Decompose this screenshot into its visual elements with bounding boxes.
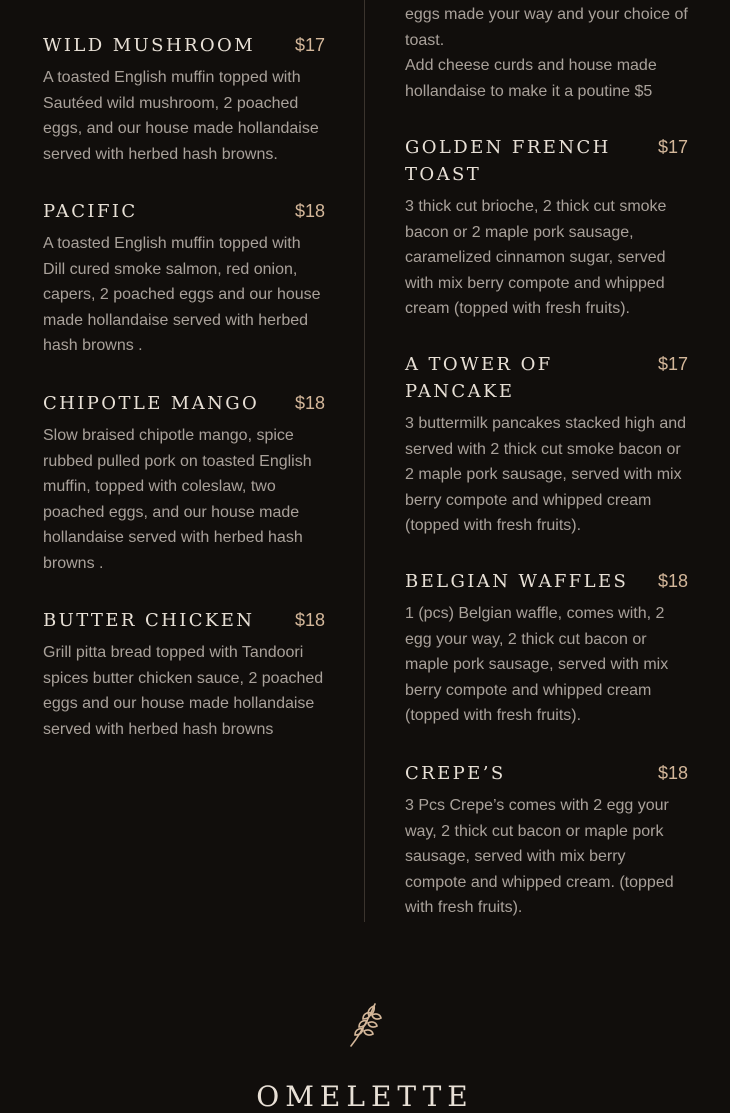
menu-item-wild-mushroom bbox=[43, 32, 325, 167]
menu-item-chipotle-mango bbox=[43, 390, 325, 577]
menu-item-header bbox=[405, 568, 688, 595]
menu-item-price: $18 bbox=[294, 393, 325, 413]
section-title-omelette: OMELETTE bbox=[256, 1080, 474, 1113]
menu-item-name: WILD MUSHROOM bbox=[43, 35, 256, 56]
menu-item-header bbox=[405, 351, 688, 405]
poutine-addon-note: Add cheese curds and house made hollandaise to make it a poutine $5 bbox=[405, 57, 657, 100]
menu-item-price: $18 bbox=[657, 763, 688, 783]
menu-item-description: 3 thick cut brioche, 2 thick cut smoke bacon or 2 maple pork sausage, caramelized cinnamon sugar, served with mix berry compote and whipped cream (topped with fresh fruits). bbox=[405, 198, 667, 318]
menu-item-belgian-waffles bbox=[405, 568, 688, 729]
menu-item-header bbox=[405, 134, 688, 188]
menu-item-description: 3 Pcs Crepe’s comes with 2 egg your way, 2 thick cut bacon or maple pork sausage, served with mix berry compote and whipped cream. (topped with fresh fruits). bbox=[405, 797, 674, 917]
menu-item-header bbox=[43, 32, 325, 59]
menu-item-header bbox=[43, 607, 325, 634]
column-divider bbox=[364, 0, 365, 922]
menu-item-name: CHIPOTLE MANGO bbox=[43, 393, 260, 414]
menu-item-header bbox=[43, 390, 325, 417]
menu-item-description: 1 (pcs) Belgian waffle, comes with, 2 egg your way, 2 thick cut bacon or maple pork sausage, served with mix berry compote and whipped cream (topped with fresh fruits). bbox=[405, 605, 669, 725]
menu-item-tower-of-pancake bbox=[405, 351, 688, 539]
continued-description: eggs made your way and your choice of toast. bbox=[405, 6, 688, 49]
menu-item-name: A TOWER OF PANCAKE bbox=[405, 354, 553, 402]
menu-item-butter-chicken bbox=[43, 607, 325, 742]
menu-item-description: Slow braised chipotle mango, spice rubbed pulled pork on toasted English muffin, topped with coleslaw, two poached eggs, and our house made hollandaise served with herbed hash browns . bbox=[43, 427, 312, 572]
wheat-icon bbox=[345, 1000, 385, 1050]
menu-item-description: A toasted English muffin topped with Sautéed wild mushroom, 2 poached eggs, and our house made hollandaise served with herbed hash browns. bbox=[43, 69, 319, 163]
menu-item-name: BELGIAN WAFFLES bbox=[405, 571, 629, 592]
menu-item-price: $18 bbox=[294, 201, 325, 221]
menu-item-description: 3 buttermilk pancakes stacked high and served with 2 thick cut smoke bacon or 2 maple pork sausage, served with mix berry compote and whipped cream (topped with fresh fruits). bbox=[405, 415, 687, 535]
menu-item-price: $18 bbox=[294, 610, 325, 630]
menu-item-price: $17 bbox=[657, 137, 688, 157]
menu-item-name: PACIFIC bbox=[43, 201, 138, 222]
menu-item-description: Grill pitta bread topped with Tandoori spices butter chicken sauce, 2 poached eggs and our house made hollandaise served with herbed hash browns bbox=[43, 644, 324, 738]
menu-item-crepes bbox=[405, 760, 688, 921]
menu-item-pacific bbox=[43, 198, 325, 359]
menu-item-description: A toasted English muffin topped with Dill cured smoke salmon, red onion, capers, 2 poached eggs and our house made hollandaise served with herbed hash browns . bbox=[43, 235, 321, 355]
menu-item-header bbox=[405, 760, 688, 787]
menu-item-name: BUTTER CHICKEN bbox=[43, 610, 255, 631]
menu-item-price: $17 bbox=[657, 354, 688, 374]
menu-item-price: $18 bbox=[657, 571, 688, 591]
menu-item-price: $17 bbox=[294, 35, 325, 55]
menu-item-name: CREPE’S bbox=[405, 763, 506, 784]
menu-item-continued bbox=[405, 2, 688, 104]
menu-item-golden-french-toast bbox=[405, 134, 688, 322]
menu-item-header bbox=[43, 198, 325, 225]
menu-item-name: GOLDEN FRENCH TOAST bbox=[405, 137, 611, 185]
